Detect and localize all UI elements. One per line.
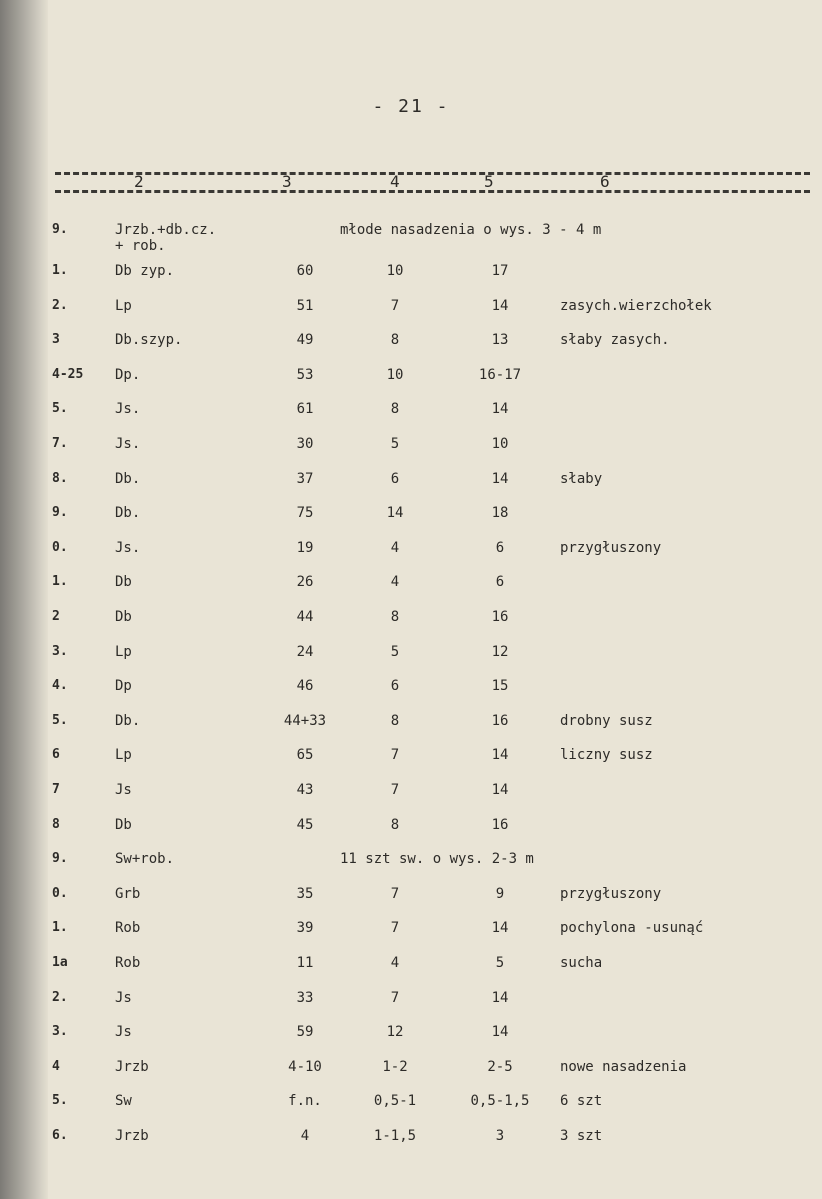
diameter-cell: 19 [296,539,314,556]
height-cell: 14 [491,920,509,937]
row-number: 5. [52,401,68,417]
column-number: 4 [390,172,400,191]
row-number: 3. [52,643,68,659]
species-label: Jrzb.+db.cz. [115,222,217,238]
diameter-cell: 30 [296,436,314,452]
species-cell: Jrzb [115,1058,149,1075]
diameter-cell: f.n. [288,1093,322,1110]
remarks-cell: słaby [560,470,603,487]
height-to-crown-cell: 12 [386,1024,404,1041]
diameter-cell: 53 [296,366,314,383]
species-cell: Sw+rob. [115,851,175,868]
remarks-cell: przygłuszony [560,539,662,556]
row-description: 11 szt sw. o wys. 2-3 m [340,851,534,868]
table-row [0,782,822,816]
row-number: 2. [52,297,68,313]
species-cell: Js [115,989,132,1006]
species-label-continued: + rob. [115,238,166,254]
species-cell: Sw [115,1093,132,1110]
species-cell: Dp [115,678,132,695]
species-cell: Db [115,816,132,833]
column-number: 3 [282,172,292,191]
height-cell: 16 [491,816,509,833]
height-cell: 18 [491,505,509,522]
row-number: 4-25 [52,366,84,382]
species-cell: Lp [115,643,132,660]
diameter-cell: 43 [296,782,314,798]
height-to-crown-cell: 8 [390,712,400,729]
height-to-crown-cell: 6 [390,678,400,695]
species-cell: Db.szyp. [115,332,183,349]
row-number: 4 [52,1058,60,1074]
height-cell: 14 [491,747,509,764]
table-row [0,540,822,574]
species-cell: Db [115,574,132,591]
row-number: 5. [52,1093,68,1109]
height-to-crown-cell: 4 [390,574,400,591]
species-cell: Js. [115,539,141,556]
table-rule-bottom [55,190,810,193]
table-row [0,920,822,954]
table-row [0,990,822,1024]
height-cell: 14 [491,297,509,314]
table-row [0,436,822,470]
table-row [0,678,822,712]
row-number: 2 [52,609,60,624]
height-cell: 0,5-1,5 [470,1093,530,1110]
species-cell: Db. [115,505,141,522]
species-cell: Db [115,609,132,625]
row-number: 7 [52,782,60,797]
height-to-crown-cell: 7 [390,920,400,937]
species-cell: Db. [115,470,141,487]
diameter-cell: 51 [296,297,314,314]
diameter-cell: 59 [296,1024,314,1041]
table-row [0,298,822,332]
row-number: 2. [52,989,68,1005]
height-to-crown-cell: 7 [390,747,400,764]
table-row [0,955,822,989]
table-row [0,574,822,608]
species-cell: Rob [115,955,141,971]
row-number: 1. [52,574,68,590]
row-number: 8 [52,816,60,832]
remarks-cell: 3 szt [560,1128,603,1144]
species-cell: Dp. [115,366,141,383]
height-cell: 16 [491,609,509,625]
species-cell: Db zyp. [115,263,175,279]
table-row [0,713,822,747]
species-cell: Grb [115,885,141,902]
diameter-cell: 11 [296,955,314,971]
species-cell: Rob [115,920,141,937]
table-row [0,471,822,505]
row-number: 9. [52,222,68,237]
row-number: 1a [52,955,68,970]
diameter-cell: 37 [296,470,314,487]
row-number: 7. [52,436,68,451]
remarks-cell: sucha [560,955,603,971]
diameter-cell: 4-10 [288,1058,322,1075]
table-row [0,263,822,297]
height-cell: 14 [491,470,509,487]
height-to-crown-cell: 10 [386,366,404,383]
height-cell: 14 [491,401,509,418]
row-number: 8. [52,470,68,486]
page-number: - 21 - [372,96,450,117]
height-to-crown-cell: 1-1,5 [373,1128,417,1144]
height-cell: 12 [491,643,509,660]
diameter-cell: 35 [296,885,314,902]
diameter-cell: 45 [296,816,314,833]
height-cell: 14 [491,989,509,1006]
table-row [0,1059,822,1093]
remarks-cell: liczny susz [560,747,653,764]
height-to-crown-cell: 7 [390,297,400,314]
table-row [0,1093,822,1127]
row-number: 1. [52,263,68,278]
row-number: 1. [52,920,68,936]
diameter-cell: 61 [296,401,314,418]
species-cell: Lp [115,747,132,764]
species-cell: Db. [115,712,141,729]
row-number: 3. [52,1024,68,1040]
diameter-cell: 46 [296,678,314,695]
species-cell: Js. [115,436,141,452]
table-row [0,1128,822,1162]
table-row [0,644,822,678]
remarks-cell: zasych.wierzchołek [560,297,712,314]
height-to-crown-cell: 7 [390,989,400,1006]
diameter-cell: 49 [296,332,314,349]
table-row [0,401,822,435]
height-to-crown-cell: 8 [390,816,400,833]
row-number: 5. [52,712,68,728]
remarks-cell: słaby zasych. [560,332,670,349]
height-cell: 14 [491,782,509,798]
remarks-cell: nowe nasadzenia [560,1058,687,1075]
table-row [0,1024,822,1058]
table-row [0,609,822,643]
diameter-cell: 26 [296,574,314,591]
species-cell: Js [115,1024,132,1041]
height-cell: 16 [491,712,509,729]
table-row [0,851,822,885]
remarks-cell: przygłuszony [560,885,662,902]
height-cell: 10 [491,436,509,452]
height-to-crown-cell: 7 [390,885,400,902]
row-number: 9. [52,851,68,867]
table-row [0,367,822,401]
height-to-crown-cell: 5 [390,643,400,660]
row-number: 9. [52,505,68,521]
diameter-cell: 75 [296,505,314,522]
plantation-description: młode nasadzenia o wys. 3 - 4 m [340,222,602,238]
row-number: 6. [52,1128,68,1143]
row-number: 4. [52,678,68,694]
height-cell: 15 [491,678,509,695]
height-cell: 5 [495,955,505,971]
height-to-crown-cell: 4 [390,955,400,971]
row-number: 0. [52,539,68,555]
remarks-cell: 6 szt [560,1093,603,1110]
diameter-cell: 65 [296,747,314,764]
height-to-crown-cell: 1-2 [382,1058,408,1075]
species-cell: Js. [115,401,141,418]
row-number: 3 [52,332,60,348]
height-cell: 13 [491,332,509,349]
diameter-cell: 44 [296,609,314,625]
table-header-row [0,222,822,256]
height-cell: 9 [495,885,505,902]
species-cell: Lp [115,297,132,314]
row-number: 0. [52,885,68,901]
remarks-cell: pochylona -usunąć [560,920,704,937]
height-to-crown-cell: 6 [390,470,400,487]
diameter-cell: 39 [296,920,314,937]
column-number: 2 [134,172,144,191]
height-cell: 2-5 [487,1058,513,1075]
column-number: 5 [484,172,494,191]
diameter-cell: 44+33 [283,712,327,729]
table-row [0,886,822,920]
table-rule-top [55,172,810,175]
table-row [0,747,822,781]
height-to-crown-cell: 10 [386,263,404,279]
height-to-crown-cell: 5 [390,436,400,452]
column-number: 6 [600,172,610,191]
row-number: 6 [52,747,60,763]
table-row [0,332,822,366]
height-cell: 16-17 [478,366,522,383]
height-to-crown-cell: 8 [390,401,400,418]
remarks-cell: drobny susz [560,712,653,729]
diameter-cell: 24 [296,643,314,660]
table-row [0,817,822,851]
height-to-crown-cell: 14 [386,505,404,522]
height-to-crown-cell: 0,5-1 [373,1093,417,1110]
species-cell: Js [115,782,132,798]
height-to-crown-cell: 4 [390,539,400,556]
height-to-crown-cell: 8 [390,332,400,349]
table-row [0,505,822,539]
diameter-cell: 33 [296,989,314,1006]
height-cell: 6 [495,539,505,556]
height-cell: 6 [495,574,505,591]
height-to-crown-cell: 8 [390,609,400,625]
diameter-cell: 60 [296,263,314,279]
height-to-crown-cell: 7 [390,782,400,798]
height-cell: 3 [495,1128,505,1144]
height-cell: 17 [491,263,509,279]
height-cell: 14 [491,1024,509,1041]
species-cell: Jrzb [115,1128,149,1144]
diameter-cell: 4 [300,1128,310,1144]
